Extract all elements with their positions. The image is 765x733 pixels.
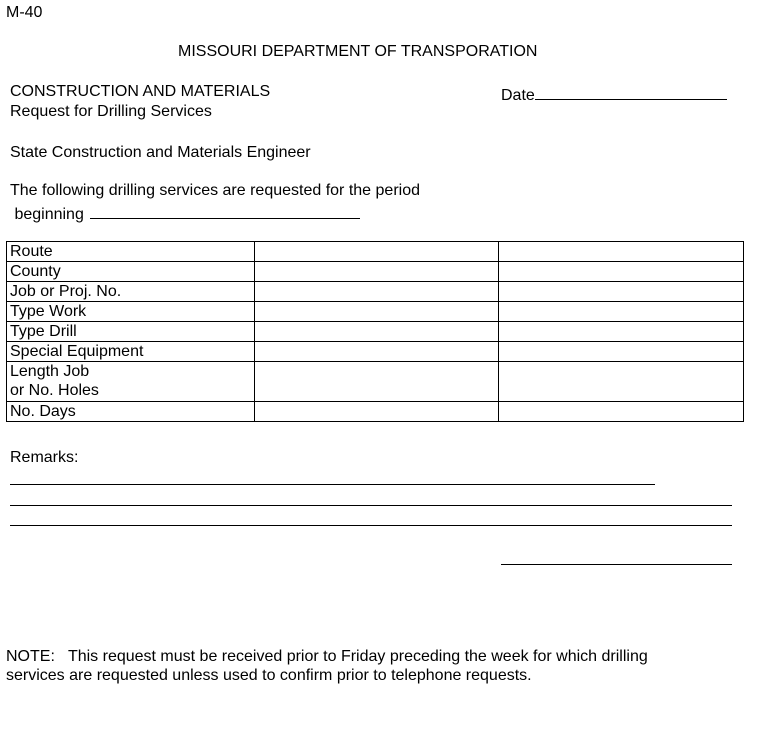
note-line1: NOTE: This request must be received prior to Friday preceding the week for which drilling — [6, 648, 648, 665]
row-label-special-equipment: Special Equipment — [7, 342, 255, 362]
row-label-job-or-proj-no: Job or Proj. No. — [7, 282, 255, 302]
table-cell[interactable] — [255, 282, 499, 302]
table-row — [7, 322, 744, 342]
remarks-line-1[interactable] — [10, 484, 655, 485]
table-cell[interactable] — [255, 322, 499, 342]
period-beginning-input-line[interactable] — [90, 203, 360, 219]
table-cell[interactable] — [255, 402, 499, 422]
request-text-line1: The following drilling services are requested for the period — [10, 182, 420, 199]
form-title: Request for Drilling Services — [10, 103, 212, 120]
table-row — [7, 282, 744, 302]
table-row — [7, 362, 744, 402]
row-label-route: Route — [7, 242, 255, 262]
table-cell[interactable] — [499, 362, 744, 402]
table-row — [7, 242, 744, 262]
division-label: CONSTRUCTION AND MATERIALS — [10, 83, 271, 100]
row-label-type-work: Type Work — [7, 302, 255, 322]
request-text-line2-group — [10, 203, 360, 224]
table-row — [7, 262, 744, 282]
department-heading: MISSOURI DEPARTMENT OF TRANSPORATION — [178, 43, 538, 60]
form-code: M-40 — [6, 4, 43, 21]
row-label-no-days: No. Days — [7, 402, 255, 422]
remarks-line-3[interactable] — [10, 525, 732, 526]
date-field-group — [501, 84, 727, 105]
table-cell[interactable] — [499, 302, 744, 322]
row-label-county: County — [7, 262, 255, 282]
table-cell[interactable] — [499, 262, 744, 282]
row-label-length-job-or-no-holes — [7, 362, 255, 402]
row-label-type-drill: Type Drill — [7, 322, 255, 342]
table-cell[interactable] — [499, 342, 744, 362]
table-cell[interactable] — [255, 302, 499, 322]
drilling-services-table — [6, 241, 744, 422]
table-cell[interactable] — [499, 282, 744, 302]
table-cell[interactable] — [499, 402, 744, 422]
table-cell[interactable] — [499, 322, 744, 342]
note-line2: services are requested unless used to confirm prior to telephone requests. — [6, 667, 532, 684]
remarks-label: Remarks: — [10, 449, 79, 466]
date-label: Date — [501, 87, 535, 104]
table-row — [7, 302, 744, 322]
table-cell[interactable] — [255, 362, 499, 402]
table-row — [7, 342, 744, 362]
signature-line[interactable] — [501, 564, 732, 565]
addressee: State Construction and Materials Engineer — [10, 144, 311, 161]
row-label-length-line2: or No. Holes — [10, 382, 99, 399]
remarks-line-2[interactable] — [10, 505, 732, 506]
table-row — [7, 402, 744, 422]
date-input-line[interactable] — [535, 84, 727, 100]
row-label-length-line1: Length Job — [10, 363, 90, 380]
table-cell[interactable] — [255, 262, 499, 282]
table-cell[interactable] — [255, 242, 499, 262]
request-text-line2: beginning — [10, 206, 84, 223]
table-cell[interactable] — [255, 342, 499, 362]
table-cell[interactable] — [499, 242, 744, 262]
